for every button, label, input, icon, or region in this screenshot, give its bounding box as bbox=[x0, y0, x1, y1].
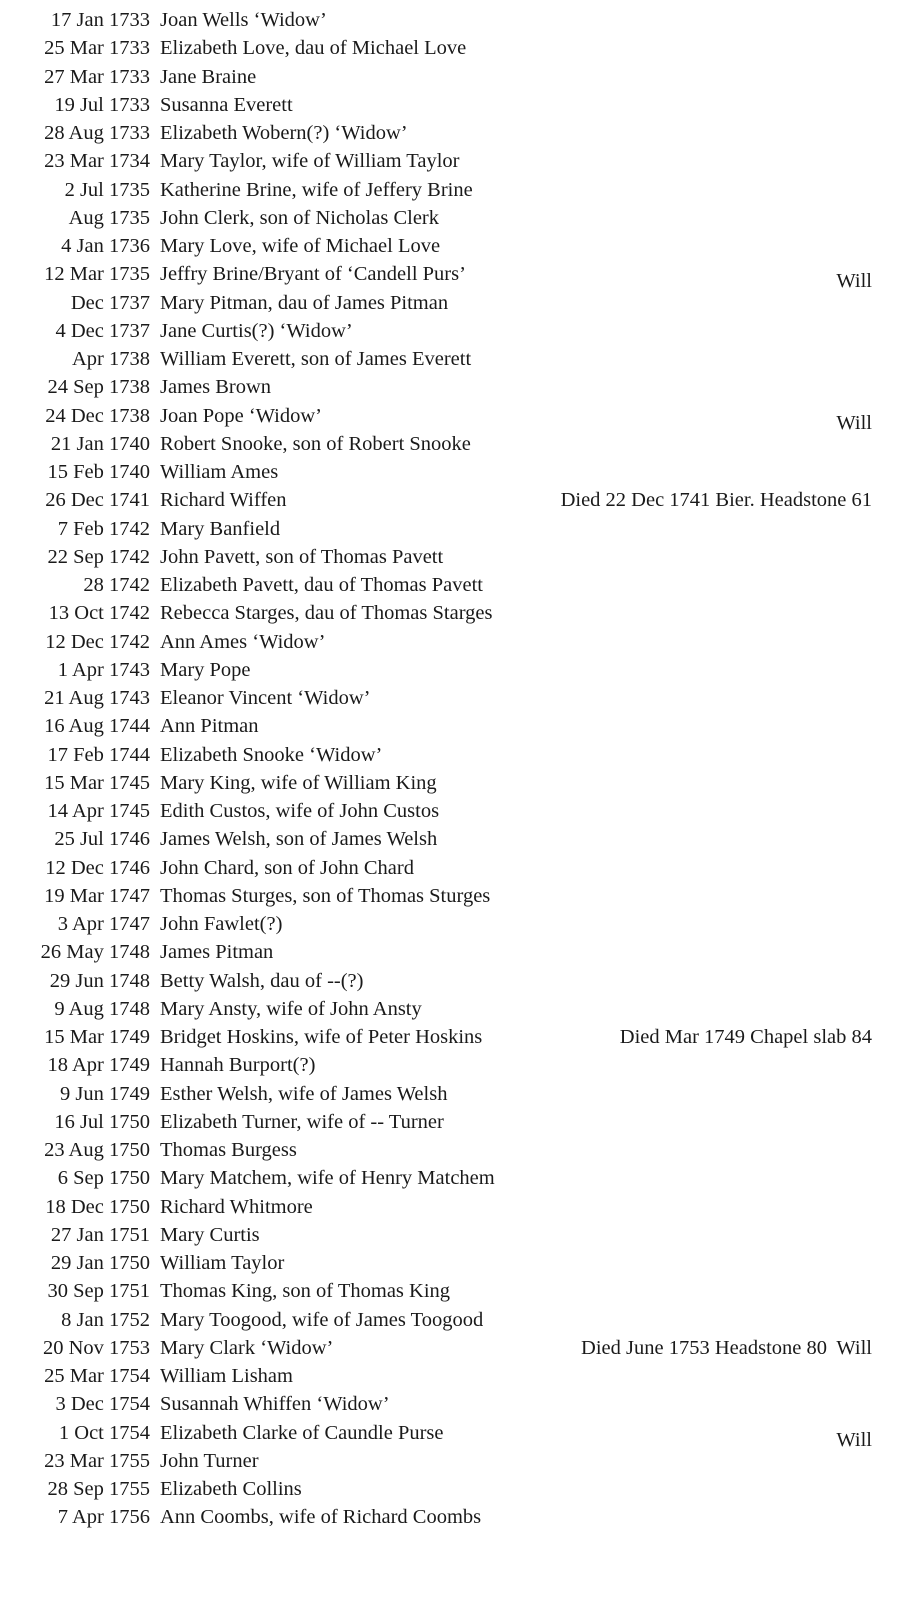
entry-date: 23 Mar 1755 bbox=[44, 1449, 150, 1472]
register-entry bbox=[0, 345, 917, 373]
register-entry bbox=[0, 402, 917, 434]
entry-date: 24 Dec 1738 bbox=[45, 404, 150, 427]
register-entry bbox=[0, 515, 917, 543]
register-entry bbox=[0, 34, 917, 62]
register-entry bbox=[0, 6, 917, 34]
register-entry bbox=[0, 1108, 917, 1136]
register-entry bbox=[0, 1503, 917, 1531]
register-entry bbox=[0, 1136, 917, 1164]
register-entry bbox=[0, 910, 917, 938]
register-entry bbox=[0, 91, 917, 119]
entry-date: 18 Apr 1749 bbox=[47, 1054, 150, 1077]
entry-name: Jane Curtis(?) ‘Widow’ bbox=[160, 319, 353, 342]
entry-date: 9 Aug 1748 bbox=[54, 997, 150, 1020]
register-entry bbox=[0, 317, 917, 345]
register-entry bbox=[0, 430, 917, 458]
register-entry bbox=[0, 599, 917, 627]
register-entry bbox=[0, 1390, 917, 1418]
entry-date: 13 Oct 1742 bbox=[48, 602, 150, 625]
register-entry bbox=[0, 260, 917, 293]
entry-date: 26 May 1748 bbox=[40, 941, 150, 964]
entry-name: Elizabeth Love, dau of Michael Love bbox=[160, 37, 467, 60]
entry-date: 23 Mar 1734 bbox=[44, 150, 150, 173]
entry-date: 21 Aug 1743 bbox=[44, 687, 150, 709]
register-entry bbox=[0, 1419, 917, 1451]
entry-name: James Welsh, son of James Welsh bbox=[160, 828, 438, 851]
entry-date: 22 Sep 1742 bbox=[47, 545, 150, 568]
register-entry bbox=[0, 289, 917, 317]
entry-name: Esther Welsh, wife of James Welsh bbox=[160, 1082, 448, 1105]
entry-date: 12 Dec 1742 bbox=[45, 630, 150, 653]
entry-name: Eleanor Vincent ‘Widow’ bbox=[160, 687, 371, 709]
register-entry bbox=[0, 1306, 917, 1334]
entry-name: Betty Walsh, dau of --(?) bbox=[160, 969, 364, 992]
entry-date: 15 Mar 1749 bbox=[44, 1026, 150, 1048]
register-entry bbox=[0, 1447, 917, 1475]
entry-date: 16 Jul 1750 bbox=[54, 1110, 150, 1133]
burial-register bbox=[0, 6, 917, 1532]
entry-date: 12 Mar 1735 bbox=[44, 263, 150, 286]
entry-name: Thomas Sturges, son of Thomas Sturges bbox=[160, 884, 491, 907]
register-entry bbox=[0, 1023, 917, 1051]
register-entry bbox=[0, 1051, 917, 1079]
register-entry bbox=[0, 1277, 917, 1305]
entry-name: Joan Pope ‘Widow’ bbox=[160, 404, 323, 427]
entry-date: 3 Dec 1754 bbox=[55, 1393, 150, 1416]
entry-date: 24 Sep 1738 bbox=[47, 376, 150, 399]
entry-date: 16 Aug 1744 bbox=[44, 715, 150, 738]
entry-date: 25 Mar 1754 bbox=[44, 1365, 150, 1387]
register-entry bbox=[0, 458, 917, 486]
register-entry bbox=[0, 797, 917, 825]
entry-name: Bridget Hoskins, wife of Peter Hoskins bbox=[160, 1026, 483, 1048]
register-entry bbox=[0, 769, 917, 797]
register-entry bbox=[0, 967, 917, 995]
entry-date: 20 Nov 1753 bbox=[42, 1336, 150, 1359]
entry-date: 19 Jul 1733 bbox=[54, 93, 150, 116]
entry-date: 29 Jun 1748 bbox=[49, 969, 150, 992]
register-entry bbox=[0, 1362, 917, 1390]
entry-name: Joan Wells ‘Widow’ bbox=[160, 9, 327, 31]
entry-name: Elizabeth Turner, wife of -- Turner bbox=[160, 1110, 444, 1133]
entry-date: 28 1742 bbox=[83, 574, 150, 596]
register-entry bbox=[0, 656, 917, 684]
entry-name: Elizabeth Collins bbox=[160, 1478, 302, 1500]
entry-name: Mary Love, wife of Michael Love bbox=[160, 235, 441, 257]
entry-name: Mary Pope bbox=[160, 658, 251, 681]
entry-date: 28 Aug 1733 bbox=[44, 122, 150, 144]
entry-will-marker: Will bbox=[836, 1336, 872, 1359]
register-entry bbox=[0, 119, 917, 147]
entry-date: 7 Feb 1742 bbox=[57, 517, 150, 540]
entry-will-marker: Will bbox=[836, 270, 872, 293]
register-entry bbox=[0, 854, 917, 882]
register-entry bbox=[0, 995, 917, 1023]
entry-name: Richard Wiffen bbox=[160, 489, 287, 512]
entry-name: Edith Custos, wife of John Custos bbox=[160, 800, 440, 822]
entry-death-note: Died Mar 1749 Chapel slab 84 bbox=[619, 1026, 872, 1048]
entry-date: Dec 1737 bbox=[70, 291, 150, 314]
entry-name: Rebecca Starges, dau of Thomas Starges bbox=[160, 602, 493, 625]
register-entry bbox=[0, 1193, 917, 1221]
register-entry bbox=[0, 1080, 917, 1108]
entry-date: Apr 1738 bbox=[71, 348, 150, 370]
register-entry bbox=[0, 147, 917, 175]
entry-name: William Taylor bbox=[160, 1252, 285, 1274]
entry-date: 6 Sep 1750 bbox=[57, 1167, 150, 1190]
entry-name: John Chard, son of John Chard bbox=[160, 856, 414, 879]
entry-date: 12 Dec 1746 bbox=[45, 856, 150, 879]
entry-name: John Clerk, son of Nicholas Clerk bbox=[160, 206, 439, 229]
entry-date: 9 Jun 1749 bbox=[60, 1082, 150, 1105]
entry-name: Robert Snooke, son of Robert Snooke bbox=[160, 432, 471, 455]
entry-date: 2 Jul 1735 bbox=[64, 178, 150, 201]
register-entry bbox=[0, 712, 917, 740]
entry-date: 1 Apr 1743 bbox=[57, 658, 150, 681]
register-entry bbox=[0, 684, 917, 712]
entry-name: William Ames bbox=[160, 461, 279, 483]
entry-date: 19 Mar 1747 bbox=[44, 884, 150, 907]
register-entry bbox=[0, 373, 917, 401]
entry-date: 23 Aug 1750 bbox=[44, 1139, 150, 1161]
register-entry bbox=[0, 1249, 917, 1277]
register-entry bbox=[0, 486, 917, 514]
register-entry bbox=[0, 232, 917, 260]
entry-name: James Brown bbox=[160, 376, 272, 399]
register-entry bbox=[0, 825, 917, 853]
entry-date: 7 Apr 1756 bbox=[57, 1506, 150, 1529]
entry-name: James Pitman bbox=[160, 941, 274, 964]
entry-name: Elizabeth Clarke of Caundle Purse bbox=[160, 1421, 444, 1444]
entry-name: Mary Toogood, wife of James Toogood bbox=[160, 1308, 484, 1331]
entry-date: 17 Feb 1744 bbox=[47, 743, 150, 766]
register-entry bbox=[0, 571, 917, 599]
entry-date: 18 Dec 1750 bbox=[45, 1195, 150, 1218]
entry-date: 17 Jan 1733 bbox=[50, 9, 150, 31]
entry-name: Ann Ames ‘Widow’ bbox=[160, 630, 326, 653]
entry-death-note: Died June 1753 Headstone 80 bbox=[581, 1336, 827, 1359]
entry-date: Aug 1735 bbox=[68, 206, 150, 229]
entry-will-marker: Will bbox=[836, 1428, 872, 1451]
entry-date: 15 Mar 1745 bbox=[44, 771, 150, 794]
entry-date: 26 Dec 1741 bbox=[45, 489, 150, 512]
entry-date: 29 Jan 1750 bbox=[50, 1252, 150, 1274]
entry-name: William Everett, son of James Everett bbox=[160, 348, 472, 370]
entry-date: 8 Jan 1752 bbox=[61, 1308, 150, 1331]
entry-name: Thomas Burgess bbox=[160, 1139, 297, 1161]
entry-date: 4 Jan 1736 bbox=[61, 235, 150, 257]
register-entry bbox=[0, 1221, 917, 1249]
entry-name: Katherine Brine, wife of Jeffery Brine bbox=[160, 178, 473, 201]
register-entry bbox=[0, 176, 917, 204]
entry-name: Mary Banfield bbox=[160, 517, 281, 540]
register-entry bbox=[0, 63, 917, 91]
entry-date: 14 Apr 1745 bbox=[47, 800, 150, 822]
entry-date: 25 Mar 1733 bbox=[44, 37, 150, 60]
register-entry bbox=[0, 628, 917, 656]
register-entry bbox=[0, 938, 917, 966]
entry-name: Mary Curtis bbox=[160, 1223, 260, 1246]
entry-name: Richard Whitmore bbox=[160, 1195, 313, 1218]
entry-name: John Fawlet(?) bbox=[160, 913, 283, 935]
entry-name: Ann Coombs, wife of Richard Coombs bbox=[160, 1506, 482, 1529]
entry-date: 25 Jul 1746 bbox=[54, 828, 150, 851]
register-entry bbox=[0, 1475, 917, 1503]
entry-name: Ann Pitman bbox=[160, 715, 259, 738]
entry-date: 27 Mar 1733 bbox=[44, 65, 150, 88]
entry-name: Susannah Whiffen ‘Widow’ bbox=[160, 1393, 390, 1416]
entry-name: Hannah Burport(?) bbox=[160, 1054, 316, 1077]
entry-name: John Turner bbox=[160, 1449, 259, 1472]
entry-name: Thomas King, son of Thomas King bbox=[160, 1280, 451, 1303]
entry-name: John Pavett, son of Thomas Pavett bbox=[160, 545, 444, 568]
entry-will-marker: Will bbox=[836, 411, 872, 434]
entry-date: 15 Feb 1740 bbox=[47, 461, 150, 483]
register-entry bbox=[0, 882, 917, 910]
entry-death-note: Died 22 Dec 1741 Bier. Headstone 61 bbox=[560, 489, 872, 512]
entry-date: 30 Sep 1751 bbox=[47, 1280, 150, 1303]
entry-name: Jeffry Brine/Bryant of ‘Candell Purs’ bbox=[160, 263, 466, 286]
entry-name: Mary Matchem, wife of Henry Matchem bbox=[160, 1167, 495, 1190]
entry-name: William Lisham bbox=[160, 1365, 293, 1387]
entry-date: 1 Oct 1754 bbox=[58, 1421, 150, 1444]
register-entry bbox=[0, 1164, 917, 1192]
entry-name: Jane Braine bbox=[160, 65, 257, 88]
entry-name: Mary Ansty, wife of John Ansty bbox=[160, 997, 422, 1020]
register-entry bbox=[0, 543, 917, 571]
register-entry bbox=[0, 741, 917, 769]
entry-name: Elizabeth Wobern(?) ‘Widow’ bbox=[160, 122, 408, 144]
entry-name: Mary King, wife of William King bbox=[160, 771, 437, 794]
entry-name: Susanna Everett bbox=[160, 93, 293, 116]
entry-name: Mary Clark ‘Widow’ bbox=[160, 1336, 334, 1359]
entry-name: Elizabeth Pavett, dau of Thomas Pavett bbox=[160, 574, 483, 596]
entry-name: Elizabeth Snooke ‘Widow’ bbox=[160, 743, 383, 766]
entry-name: Mary Taylor, wife of William Taylor bbox=[160, 150, 460, 173]
entry-date: 28 Sep 1755 bbox=[47, 1478, 150, 1500]
register-entry bbox=[0, 1334, 917, 1362]
entry-name: Mary Pitman, dau of James Pitman bbox=[160, 291, 449, 314]
entry-date: 21 Jan 1740 bbox=[50, 432, 150, 455]
register-entry bbox=[0, 204, 917, 232]
entry-date: 3 Apr 1747 bbox=[57, 913, 150, 935]
entry-date: 27 Jan 1751 bbox=[50, 1223, 150, 1246]
entry-date: 4 Dec 1737 bbox=[55, 319, 150, 342]
